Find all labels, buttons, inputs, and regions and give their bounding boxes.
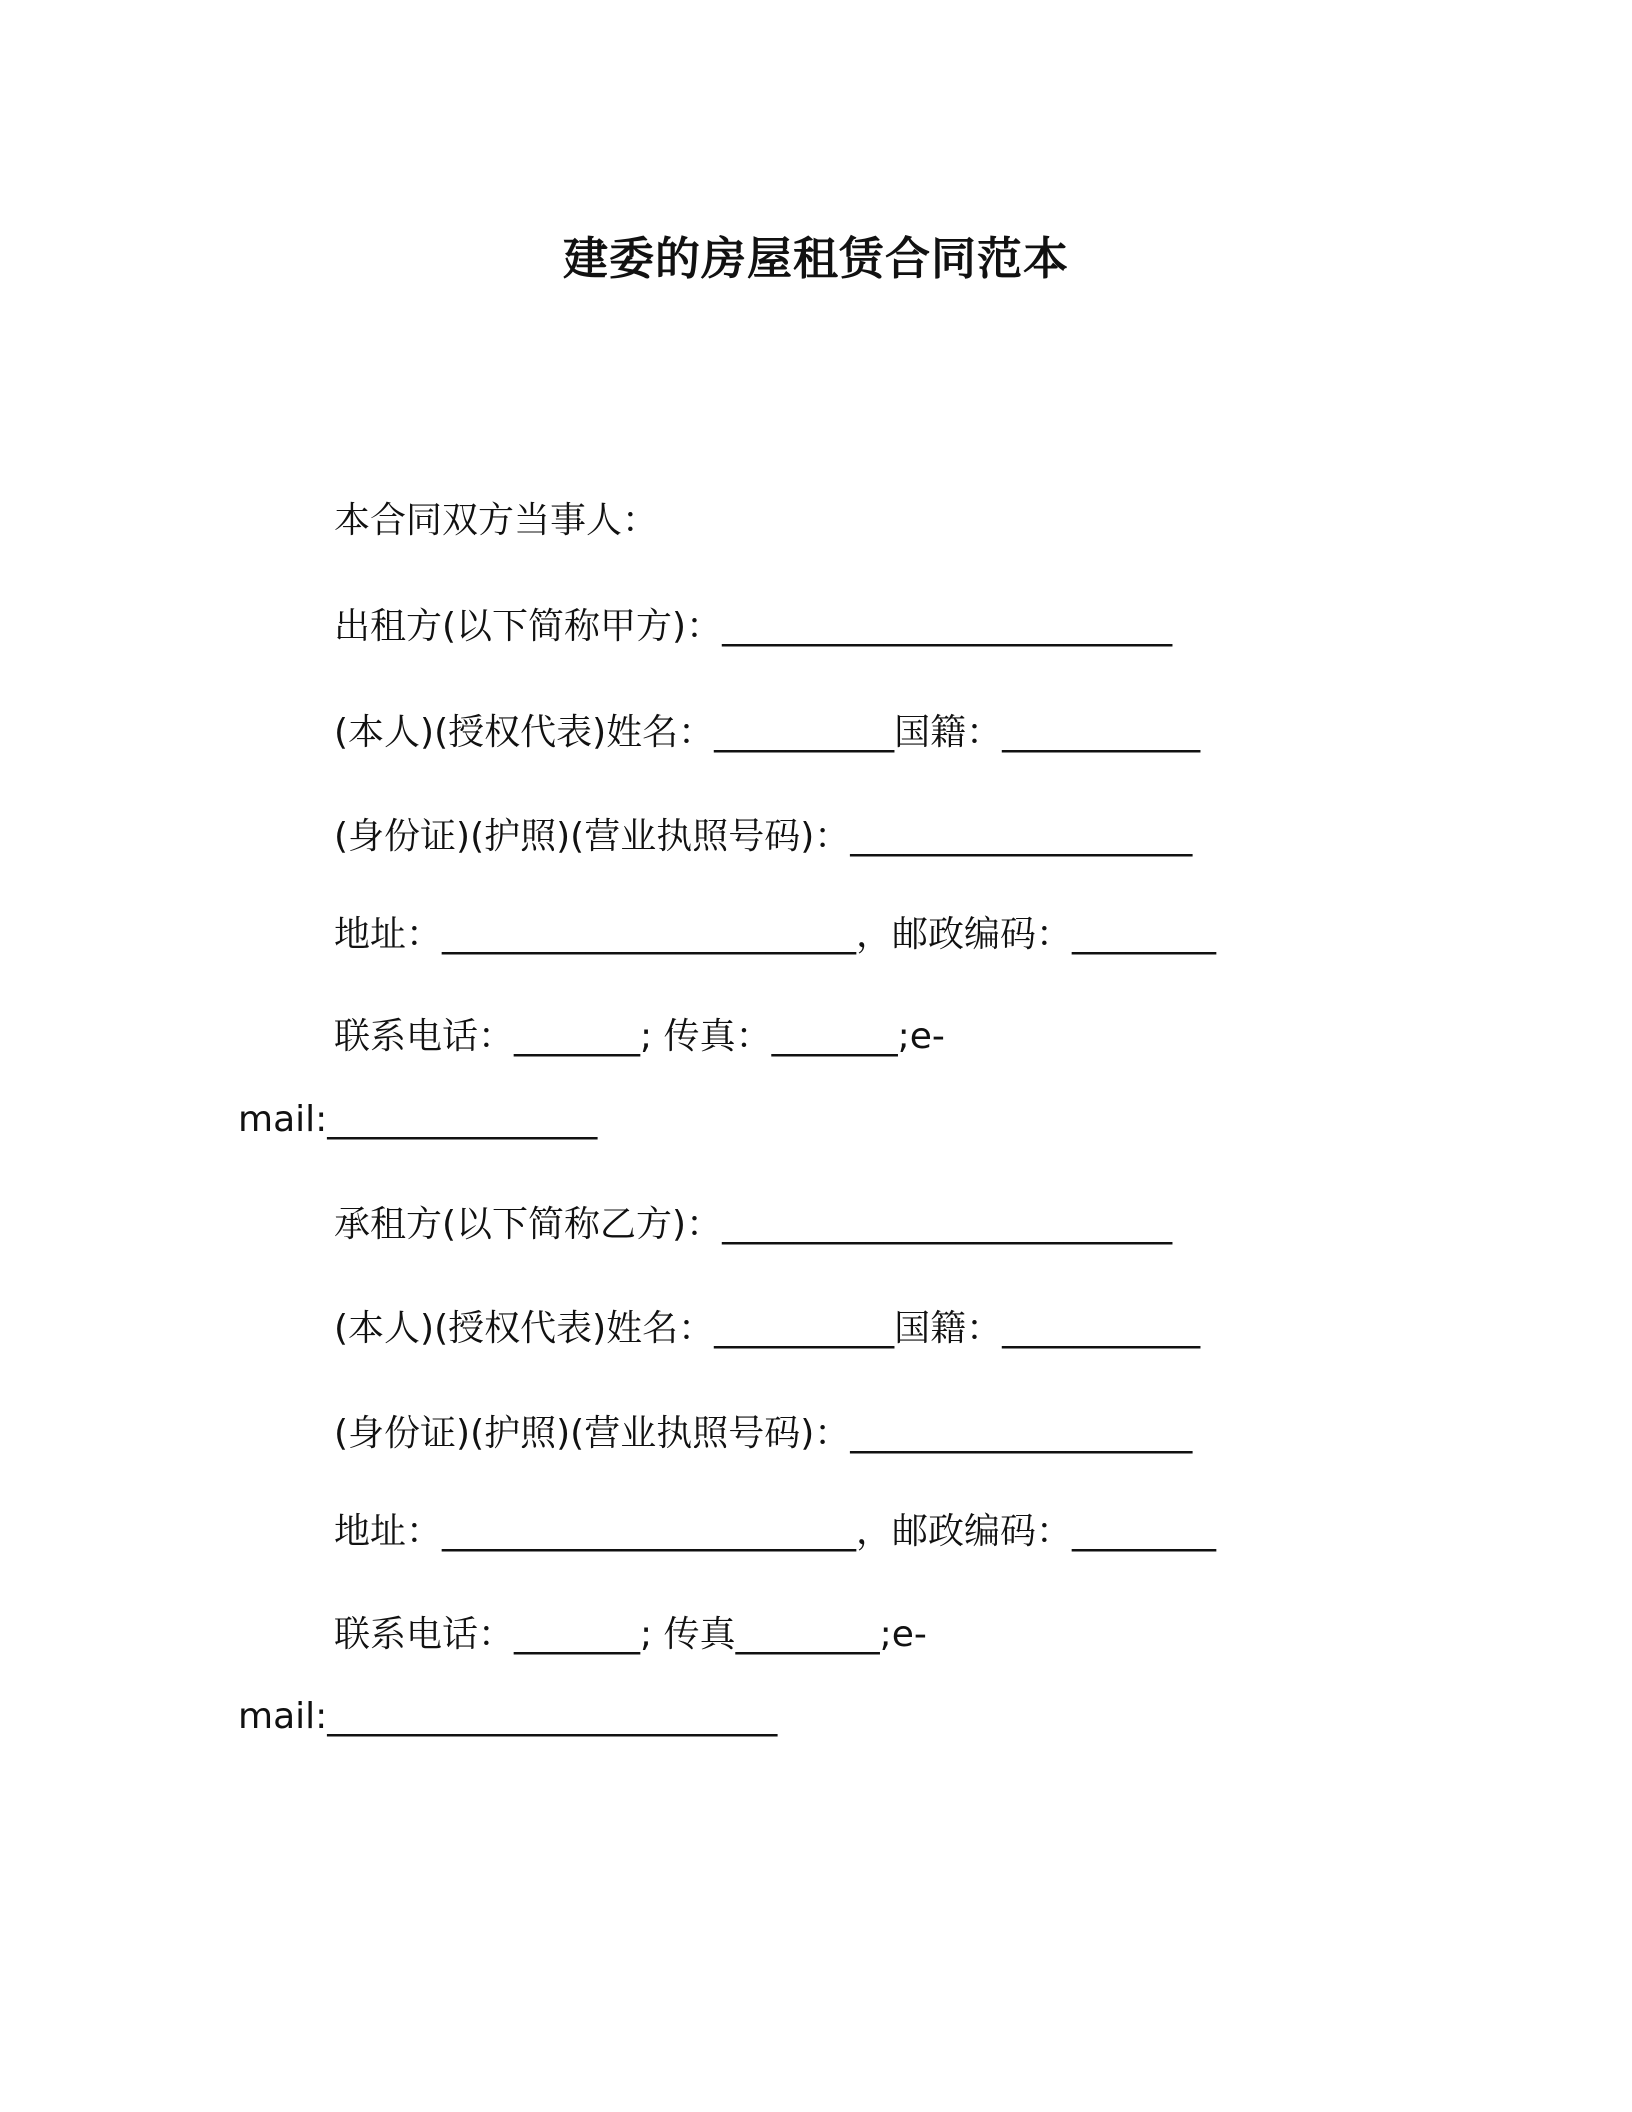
document-title: 建委的房屋租赁合同范本 <box>562 232 1069 285</box>
lessor-name-nationality: (本人)(授权代表)姓名：__________国籍：___________ <box>334 712 1201 753</box>
lessor-email-line: mail:_______________ <box>238 1099 598 1140</box>
lessor-line: 出租方(以下简称甲方)：_________________________ <box>334 606 1173 647</box>
lessee-line: 承租方(以下简称乙方)：_________________________ <box>334 1204 1173 1245</box>
lessor-address-line: 地址：_______________________，邮政编码：________ <box>334 914 1217 955</box>
lessor-contact-line: 联系电话：_______; 传真：_______;e- <box>334 1016 945 1057</box>
lessee-email-line: mail:_________________________ <box>238 1696 778 1737</box>
lessee-id-line: (身份证)(护照)(营业执照号码)：___________________ <box>334 1413 1193 1454</box>
lessee-name-nationality: (本人)(授权代表)姓名：__________国籍：___________ <box>334 1308 1201 1349</box>
lessee-contact-line: 联系电话：_______; 传真________;e- <box>334 1614 927 1655</box>
lessee-address-line: 地址：_______________________，邮政编码：________ <box>334 1511 1217 1552</box>
lessor-id-line: (身份证)(护照)(营业执照号码)：___________________ <box>334 816 1193 857</box>
parties-heading: 本合同双方当事人： <box>334 500 659 541</box>
